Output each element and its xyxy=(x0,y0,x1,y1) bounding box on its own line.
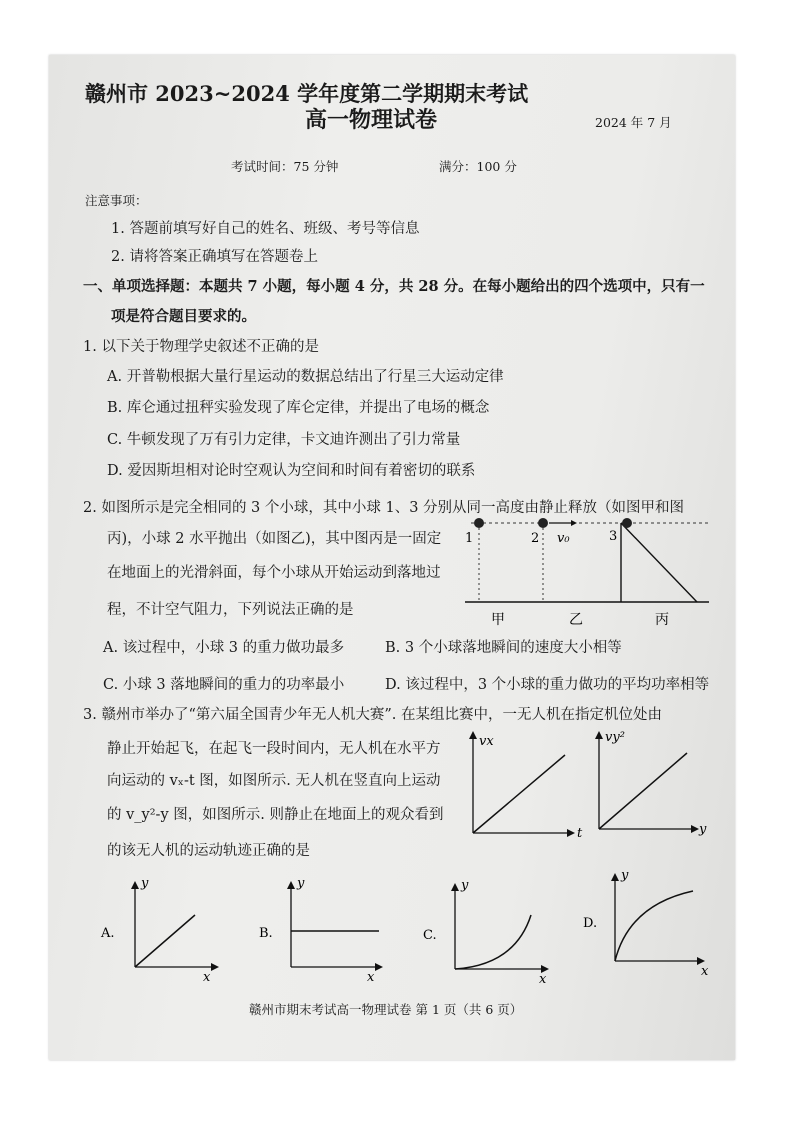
axis-arrow-icon xyxy=(131,881,139,889)
vx-t-graph xyxy=(459,729,589,841)
axis-arrow-icon xyxy=(595,731,603,739)
exam-time: 考试时间：75 分钟 xyxy=(231,159,339,174)
exam-date: 2024 年 7 月 xyxy=(595,115,672,130)
exam-title: 赣州市 2023~2024 学年度第二学期期末考试 xyxy=(85,81,529,106)
vx-t-line xyxy=(473,755,565,833)
option-b-graph xyxy=(255,873,395,983)
vy2-y-graph xyxy=(591,725,711,837)
axis-arrow-icon xyxy=(211,963,219,971)
section-heading: 一、单项选择题：本题共 7 小题，每小题 4 分，共 28 分。在每小题给出的四个选项中，只有一 xyxy=(83,278,705,295)
option-c-x-label: x xyxy=(539,972,547,985)
ball-3-label: 3 xyxy=(609,529,618,544)
question-2-line-1: 2. 如图所示是完全相同的 3 个小球，其中小球 1、3 分别从同一高度由静止释放（如图甲和图 xyxy=(83,500,685,516)
question-2-option-b: B. 3 个小球落地瞬间的速度大小相等 xyxy=(385,640,622,656)
vx-t-y-label: vx xyxy=(479,734,494,749)
option-c-y-label: y xyxy=(461,878,469,893)
axis-arrow-icon xyxy=(691,825,699,833)
option-c-label: C. xyxy=(423,928,437,943)
option-b-label: B. xyxy=(259,926,273,941)
option-d-y-label: y xyxy=(621,868,629,883)
vy2-y-x-label: y xyxy=(699,822,707,837)
question-3-line-2: 静止开始起飞，在起飞一段时间内，无人机在水平方 xyxy=(107,741,441,757)
axis-arrow-icon xyxy=(451,883,459,891)
question-3-line-4: 的 v_y²-y 图，如图所示. 则静止在地面上的观众看到 xyxy=(107,807,444,823)
question-1-option-c: C. 牛顿发现了万有引力定律，卡文迪许测出了引力常量 xyxy=(107,432,461,448)
panel-label-bing: 丙 xyxy=(655,612,669,628)
axis-arrow-icon xyxy=(469,731,477,739)
question-2-option-a: A. 该过程中，小球 3 的重力做功最多 xyxy=(103,640,345,656)
ball-2 xyxy=(538,518,548,528)
option-a-label: A. xyxy=(101,926,115,941)
ball-2-label: 2 xyxy=(531,531,540,546)
option-d-graph xyxy=(581,865,721,977)
question-1-stem: 1. 以下关于物理学史叙述不正确的是 xyxy=(83,339,319,355)
option-a-x-label: x xyxy=(203,970,211,983)
vx-t-x-label: t xyxy=(577,826,583,841)
axis-arrow-icon xyxy=(567,829,575,837)
question-3-line-1: 3. 赣州市举办了“第六届全国青少年无人机大赛”. 在某组比赛中，一无人机在指定机位处由 xyxy=(83,707,662,723)
option-a-line xyxy=(135,915,195,967)
option-d-curve xyxy=(615,891,693,961)
question-2-line-4: 程，不计空气阻力，下列说法正确的是 xyxy=(107,602,354,618)
incline-slope xyxy=(621,523,697,602)
axis-arrow-icon xyxy=(611,873,619,881)
velocity-arrowhead xyxy=(571,520,577,526)
question-1-option-a: A. 开普勒根据大量行星运动的数据总结出了行星三大运动定律 xyxy=(107,369,504,385)
question-1-option-b: B. 库仑通过扭秤实验发现了库仑定律，并提出了电场的概念 xyxy=(107,400,490,416)
question-2-option-d: D. 该过程中，3 个小球的重力做功的平均功率相等 xyxy=(385,677,710,693)
question-1-option-d: D. 爱因斯坦相对论时空观认为空间和时间有着密切的联系 xyxy=(107,463,476,479)
note-item: 1. 答题前填写好自己的姓名、班级、考号等信息 xyxy=(111,221,420,237)
option-a-y-label: y xyxy=(141,876,149,891)
option-c-graph xyxy=(419,875,559,985)
option-b-y-label: y xyxy=(297,876,305,891)
panel-label-yi: 乙 xyxy=(569,612,583,628)
axis-arrow-icon xyxy=(287,881,295,889)
ball-3 xyxy=(622,518,632,528)
question-2-option-c: C. 小球 3 落地瞬间的重力的功率最小 xyxy=(103,677,345,693)
v0-label: v₀ xyxy=(557,531,570,546)
axis-arrow-icon xyxy=(375,963,383,971)
note-item: 2. 请将答案正确填写在答题卷上 xyxy=(111,249,318,265)
option-c-curve xyxy=(455,915,531,969)
exam-paper xyxy=(49,55,735,1060)
vy2-y-y-label: vy² xyxy=(605,730,625,745)
section-heading-cont: 项是符合题目要求的。 xyxy=(111,308,256,325)
question-3-line-3: 向运动的 vₓ-t 图，如图所示. 无人机在竖直向上运动 xyxy=(107,773,441,789)
option-d-label: D. xyxy=(583,916,598,931)
question-3-line-5: 的该无人机的运动轨迹正确的是 xyxy=(107,843,310,859)
full-score: 满分：100 分 xyxy=(439,159,517,174)
question-2-line-3: 在地面上的光滑斜面，每个小球从开始运动到落地过 xyxy=(107,565,441,581)
question-2-line-2: 丙)，小球 2 水平抛出（如图乙)，其中图丙是一固定 xyxy=(107,531,442,547)
panel-label-jia: 甲 xyxy=(491,612,505,628)
option-b-x-label: x xyxy=(367,970,375,983)
ball-1-label: 1 xyxy=(465,531,474,546)
option-a-graph xyxy=(99,873,219,983)
option-d-x-label: x xyxy=(701,964,709,977)
notes-heading: 注意事项： xyxy=(85,193,148,208)
exam-subtitle: 高一物理试卷 xyxy=(305,107,438,133)
question-2-figure xyxy=(457,510,717,630)
ball-1 xyxy=(474,518,484,528)
vy2-y-line xyxy=(599,753,687,829)
page-footer: 赣州市期末考试高一物理试卷 第 1 页（共 6 页） xyxy=(249,1002,523,1017)
